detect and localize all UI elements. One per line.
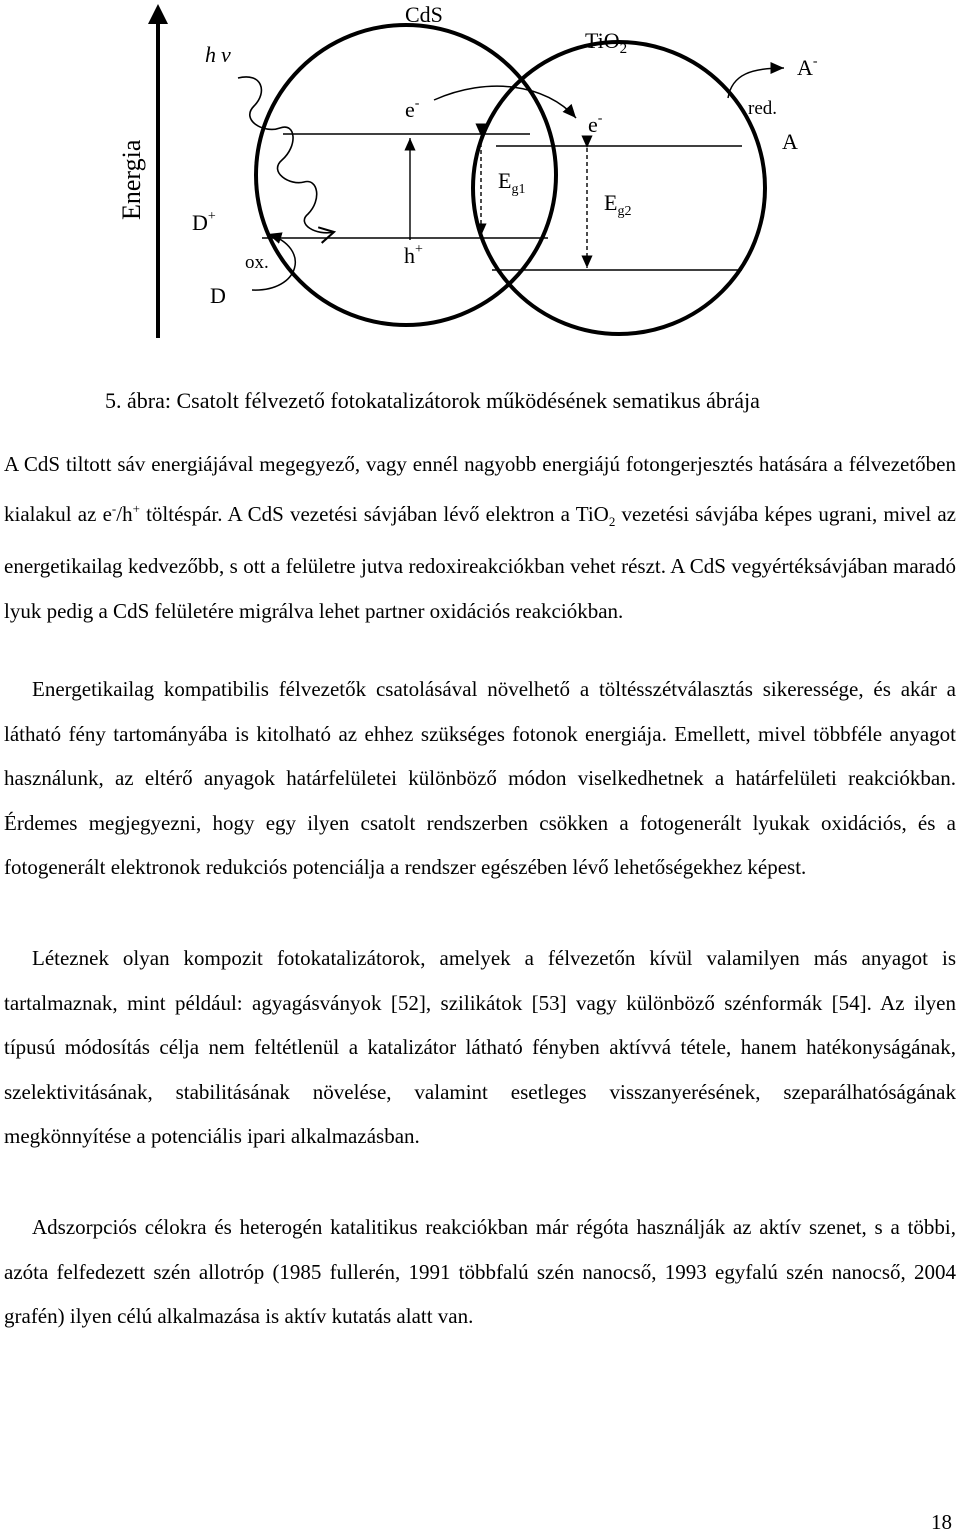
cds-electron-label: e- — [405, 96, 420, 122]
photon-wave — [238, 77, 334, 233]
tio2-label: TiO$_2$ — [585, 28, 628, 57]
electron-transfer-arrow — [434, 86, 576, 118]
eg1-label: $E_{g1}$ — [498, 168, 526, 197]
paragraph-4: Adszorpciós célokra és heterogén katalitikus reakciókban már régóta használják az aktív szenet, s a többi, azóta felfedezett szén allotróp (1985 fullerén, 1991 többfalú szén nanocső, 1993 egyfalú szén nanocső, 2004 grafén) ilyen célú alkalmazása is aktív kutatás alatt van. — [4, 1215, 956, 1329]
acceptor-label: A — [782, 129, 798, 154]
paragraph-1: A CdS tiltott sáv energiájával megegyező, vagy ennél nagyobb energiájú fotongerjesztés hatására a félvezetőben kialakul az e-/h+ töltéspár. A CdS vezetési sávjában lévő elektron a TiO$_2$ vezetési sávjába képes ugrani, mivel az energetikailag kedvezőbb, s ott a felületre jutva redoxireakciókban vehet részt. A CdS vegyértéksávjában maradó lyuk pedig a CdS felületére migrálva lehet partner oxidációs reakciókban. — [4, 452, 956, 623]
donor-plus-label: D+ — [192, 209, 216, 235]
reduction-label: red. — [748, 98, 778, 119]
coupled-semiconductor-diagram — [0, 0, 960, 350]
photon-label: h ν — [205, 42, 231, 67]
energy-axis-label: Energia — [117, 139, 146, 220]
acceptor-minus-label: A- — [797, 54, 818, 80]
paragraph-2: Energetikailag kompatibilis félvezetők csatolásával növelhető a töltésszétválasztás sikeressége, és akár a látható fény tartományába is kitolható az ehhez szükséges fotonok energiája. Emellett, mivel többféle anyagot használunk, az eltérő anyagok határfelületei különböző módon viselkedhetnek a határfelületi reakciókban. Érdemes megjegyezni, hogy egy ilyen csatolt rendszerben csökken a fotogenerált lyukak oxidációs, és a fotogenerált elektronok redukciós potenciálja a rendszer egészében lévő lehetőségekhez képest. — [4, 677, 956, 880]
hole-label: h+ — [404, 242, 423, 268]
page-number: 18 — [931, 1510, 952, 1534]
paragraph-3: Léteznek olyan kompozit fotokatalizátorok, amelyek a félvezetőn kívül valamilyen más anyagot is tartalmaznak, mint például: agyagásványok [52], szilikátok [53] vagy különböző szénformák [54]. Az ilyen típusú módosítás célja nem feltétlenül a katalizátor látható fényben aktívvá tétele, hanem hatékonyságának, szelektivitásának, stabilitásának növelése, valamint esetleges visszanyerésének, szeparálhatóságának megkönnyítése a potenciális ipari alkalmazásban. — [4, 946, 956, 1149]
reduction-arrow — [728, 68, 784, 98]
oxidation-label: ox. — [245, 252, 269, 273]
figure-caption: 5. ábra: Csatolt félvezető fotokatalizátorok működésének sematikus ábrája — [105, 388, 760, 413]
eg2-label: $E_{g2}$ — [604, 190, 632, 219]
tio2-electron-label: e- — [588, 111, 603, 137]
donor-label: D — [210, 283, 226, 308]
energy-axis-arrowhead — [148, 4, 168, 24]
cds-label: CdS — [405, 2, 443, 27]
